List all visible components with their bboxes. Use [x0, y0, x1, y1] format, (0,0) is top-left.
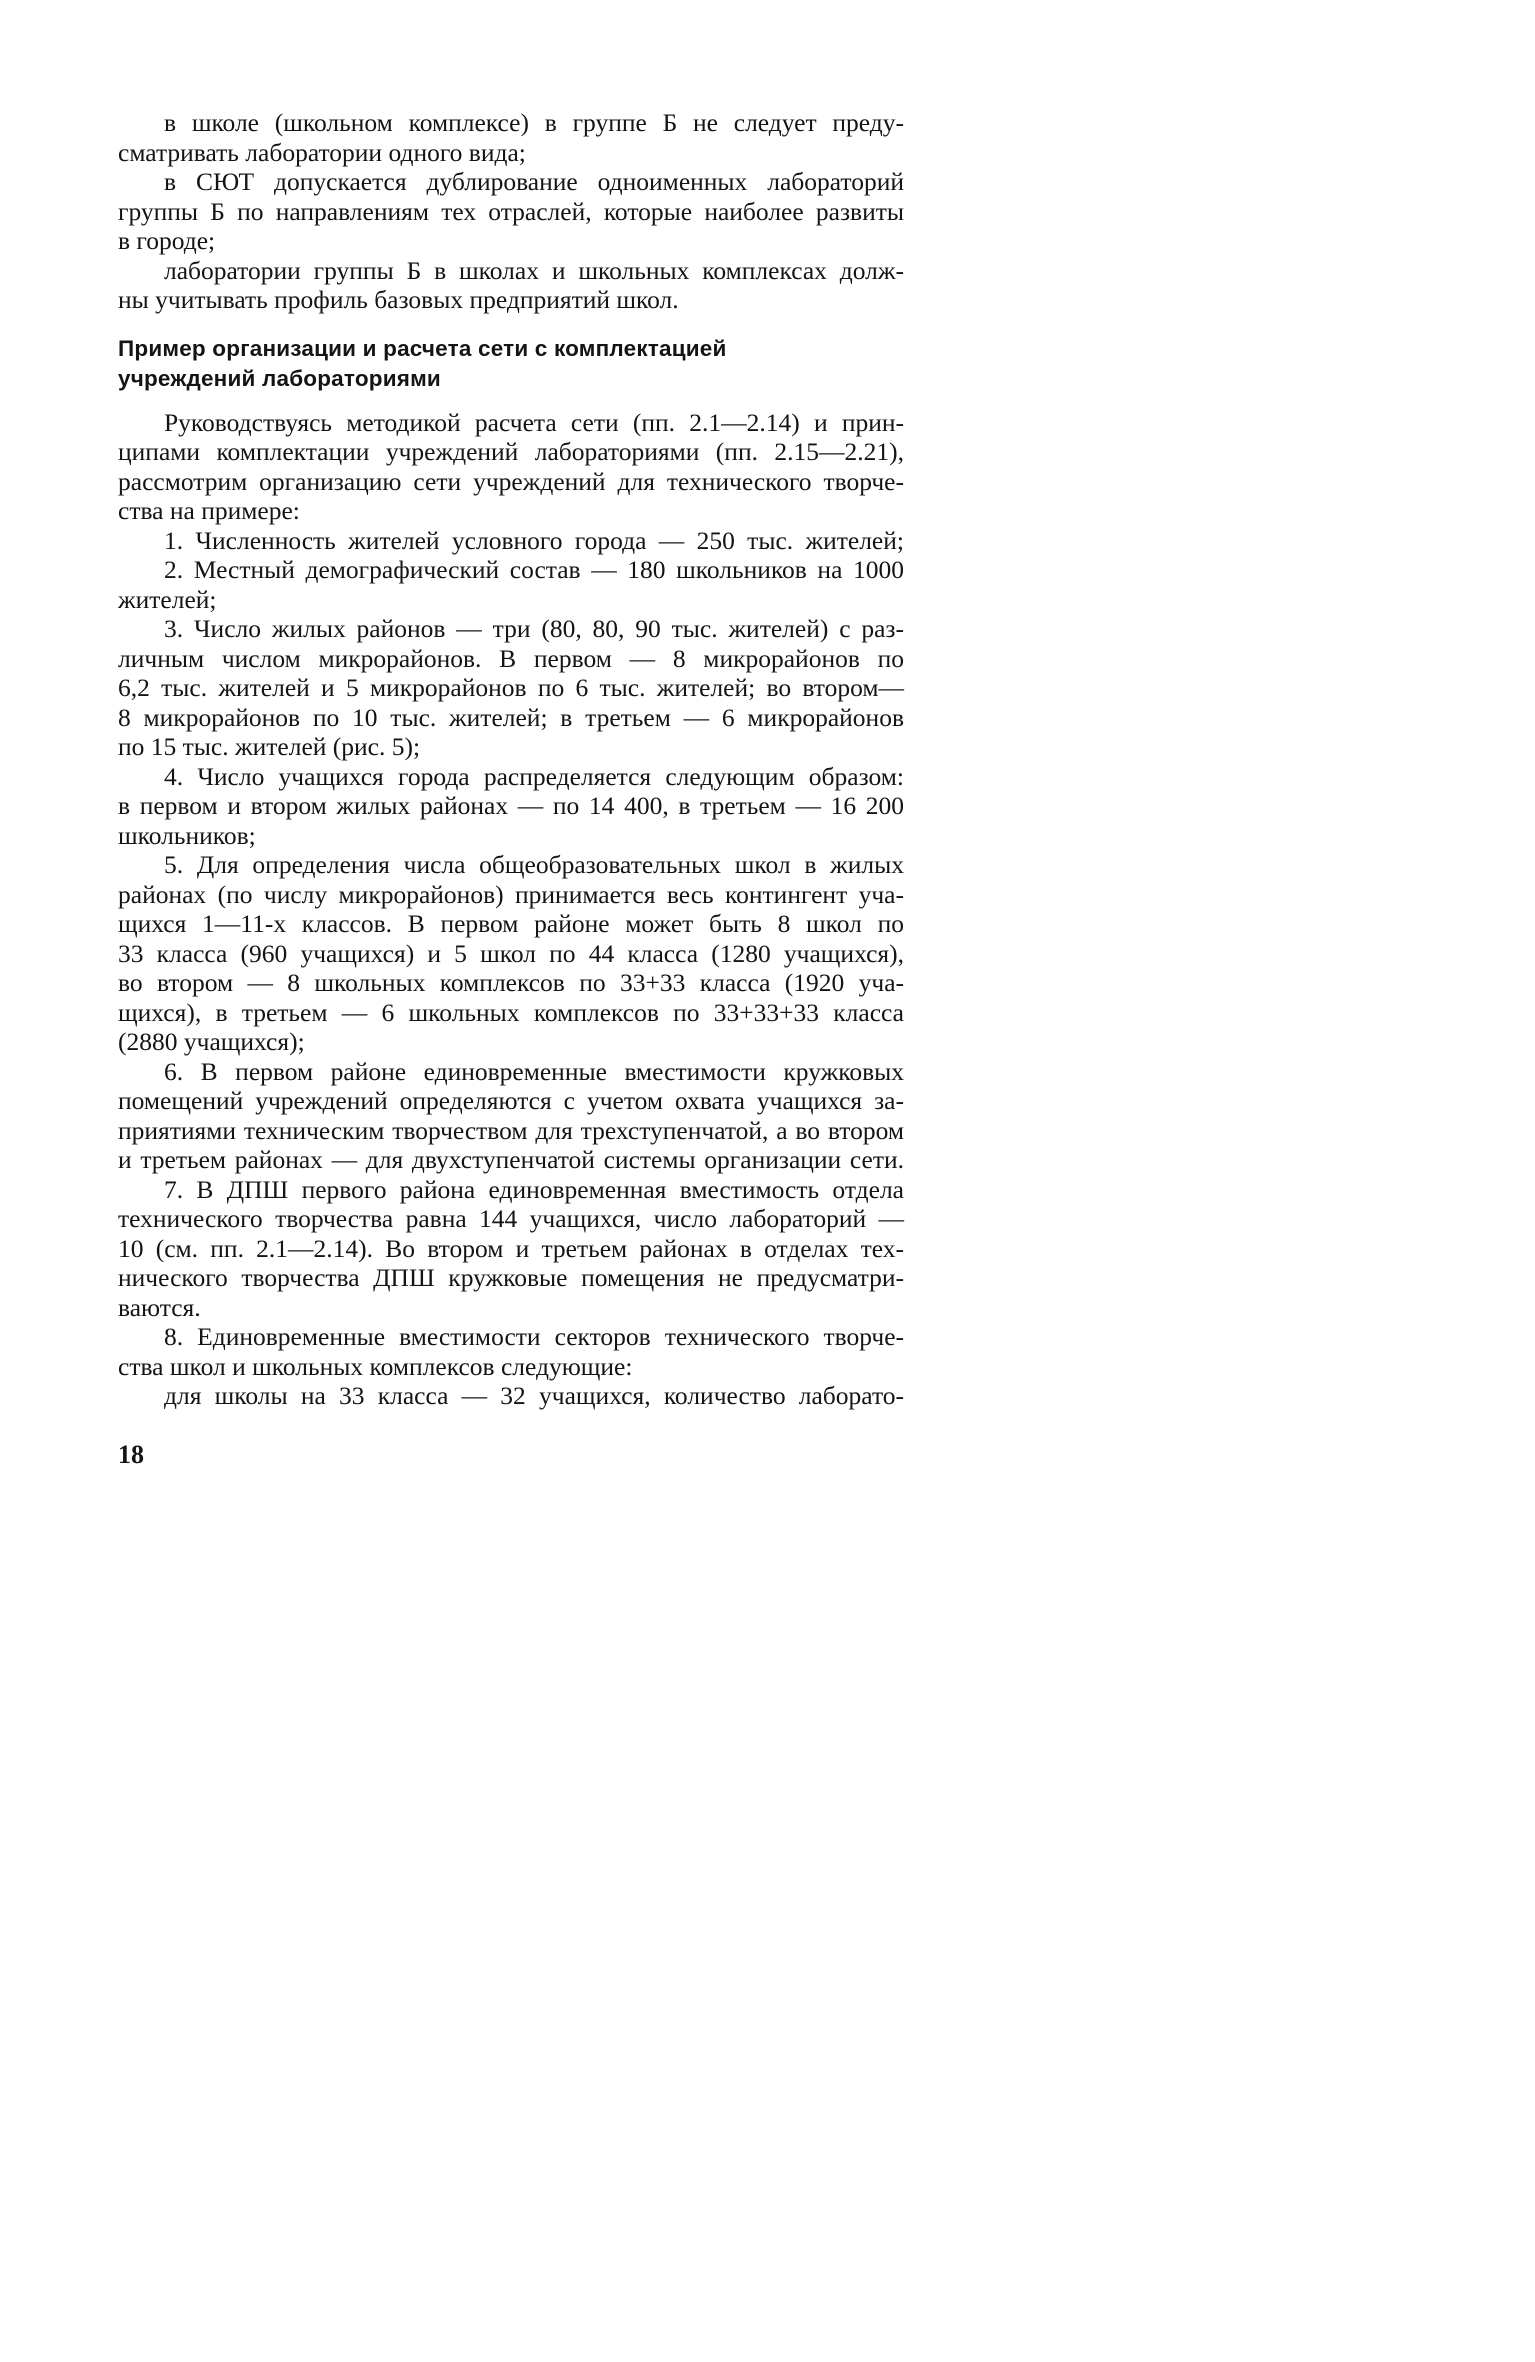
text-line: Руководствуясь методикой расчета сети (пп. 2.1—2.14) и прин- [164, 407, 904, 437]
text-line: 8. Единовременные вместимости секторов технического творче- [164, 1322, 904, 1351]
text-line: в первом и втором жилых районах — по 14 400, в третьем — 16 200 [118, 791, 904, 820]
list-item [118, 1057, 904, 1175]
text-line: для школы на 33 класса — 32 учащихся, количество лаборато- [164, 1381, 904, 1410]
text-line: ства на примере: [118, 496, 300, 525]
text-line: (2880 учащихся); [118, 1027, 305, 1056]
list-item [118, 1322, 904, 1381]
text-line: 33 класса (960 учащихся) и 5 школ по 44 класса (1280 учащихся), [118, 938, 904, 968]
text-line: ципами комплектации учреждений лабораториями (пп. 2.15—2.21), [118, 437, 904, 466]
text-line: личным числом микрорайонов. В первом — 8 микрорайонов по [118, 643, 904, 673]
heading-line: Пример организации и расчета сети с комплектацией [118, 335, 727, 361]
list-item [118, 850, 904, 1057]
text-line: 5. Для определения числа общеобразовательных школ в жилых [164, 850, 904, 879]
text-line: 1. Численность жителей условного города — 250 тыс. жителей; [164, 525, 904, 555]
text-line: лаборатории группы Б в школах и школьных комплексах долж- [164, 255, 904, 285]
text-line: школьников; [118, 820, 256, 850]
text-line: ваются. [118, 1292, 201, 1322]
text-line: во втором — 8 школьных комплексов по 33+33 класса (1920 уча- [118, 968, 904, 997]
text-line: нического творчества ДПШ кружковые помещения не предусматри- [118, 1263, 904, 1292]
paragraph-labs-profile [118, 256, 904, 315]
text-line: в городе; [118, 226, 216, 255]
section-heading [118, 334, 904, 394]
list-item [118, 762, 904, 851]
text-line: 6,2 тыс. жителей и 5 микрорайонов по 6 тыс. жителей; во втором— [118, 673, 904, 702]
list-item [118, 1175, 904, 1323]
document-page [0, 0, 1024, 1575]
text-line: щихся), в третьем — 6 школьных комплексов по 33+33+33 класса [118, 997, 904, 1027]
paragraph-group-b-variety [118, 108, 904, 167]
text-line: ства школ и школьных комплексов следующие: [118, 1351, 633, 1381]
paragraph-lead [118, 408, 904, 526]
text-line: районах (по числу микрорайонов) принимается весь контингент уча- [118, 879, 904, 909]
text-line: приятиями техническим творчеством для трехступенчатой, а во втором [118, 1115, 904, 1145]
text-line: по 15 тыс. жителей (рис. 5); [118, 732, 421, 761]
text-line: 10 (см. пп. 2.1—2.14). Во втором и третьем районах в отделах тех- [118, 1233, 904, 1263]
page-body [118, 108, 904, 1411]
list-item [118, 614, 904, 762]
text-line: 7. В ДПШ первого района единовременная вместимость отдела [164, 1174, 904, 1204]
text-line: 4. Число учащихся города распределяется следующим образом: [164, 761, 904, 791]
text-line: в школе (школьном комплексе) в группе Б не следует преду- [164, 108, 904, 137]
text-line: сматривать лаборатории одного вида; [118, 137, 526, 167]
paragraph-trailing [118, 1381, 904, 1411]
text-line: 8 микрорайонов по 10 тыс. жителей; в третьем — 6 микрорайонов [118, 702, 904, 732]
text-line: щихся 1—11-х классов. В первом районе может быть 8 школ по [118, 909, 904, 938]
page-number: 18 [118, 1440, 144, 1469]
list-item [118, 526, 904, 556]
text-line: и третьем районах — для двухступенчатой системы организации сети. [118, 1145, 904, 1174]
text-line: 6. В первом районе единовременные вместимости кружковых [164, 1056, 904, 1086]
text-line: в СЮТ допускается дублирование одноименных лабораторий [164, 167, 904, 196]
text-line: 3. Число жилых районов — три (80, 80, 90 тыс. жителей) с раз- [164, 614, 904, 643]
text-line: 2. Местный демографический состав — 180 школьников на 1000 [164, 555, 904, 584]
text-line: ны учитывать профиль базовых предприятий школ. [118, 285, 679, 314]
paragraph-syut-duplication [118, 167, 904, 256]
text-line: рассмотрим организацию сети учреждений для технического творче- [118, 466, 904, 496]
text-line: технического творчества равна 144 учащихся, число лабораторий — [118, 1204, 904, 1233]
text-line: группы Б по направлениям тех отраслей, которые наиболее развиты [118, 196, 904, 226]
heading-line: учреждений лабораториями [118, 365, 441, 391]
text-line: помещений учреждений определяются с учетом охвата учащихся за- [118, 1086, 904, 1115]
list-item [118, 555, 904, 614]
text-line: жителей; [118, 584, 217, 614]
